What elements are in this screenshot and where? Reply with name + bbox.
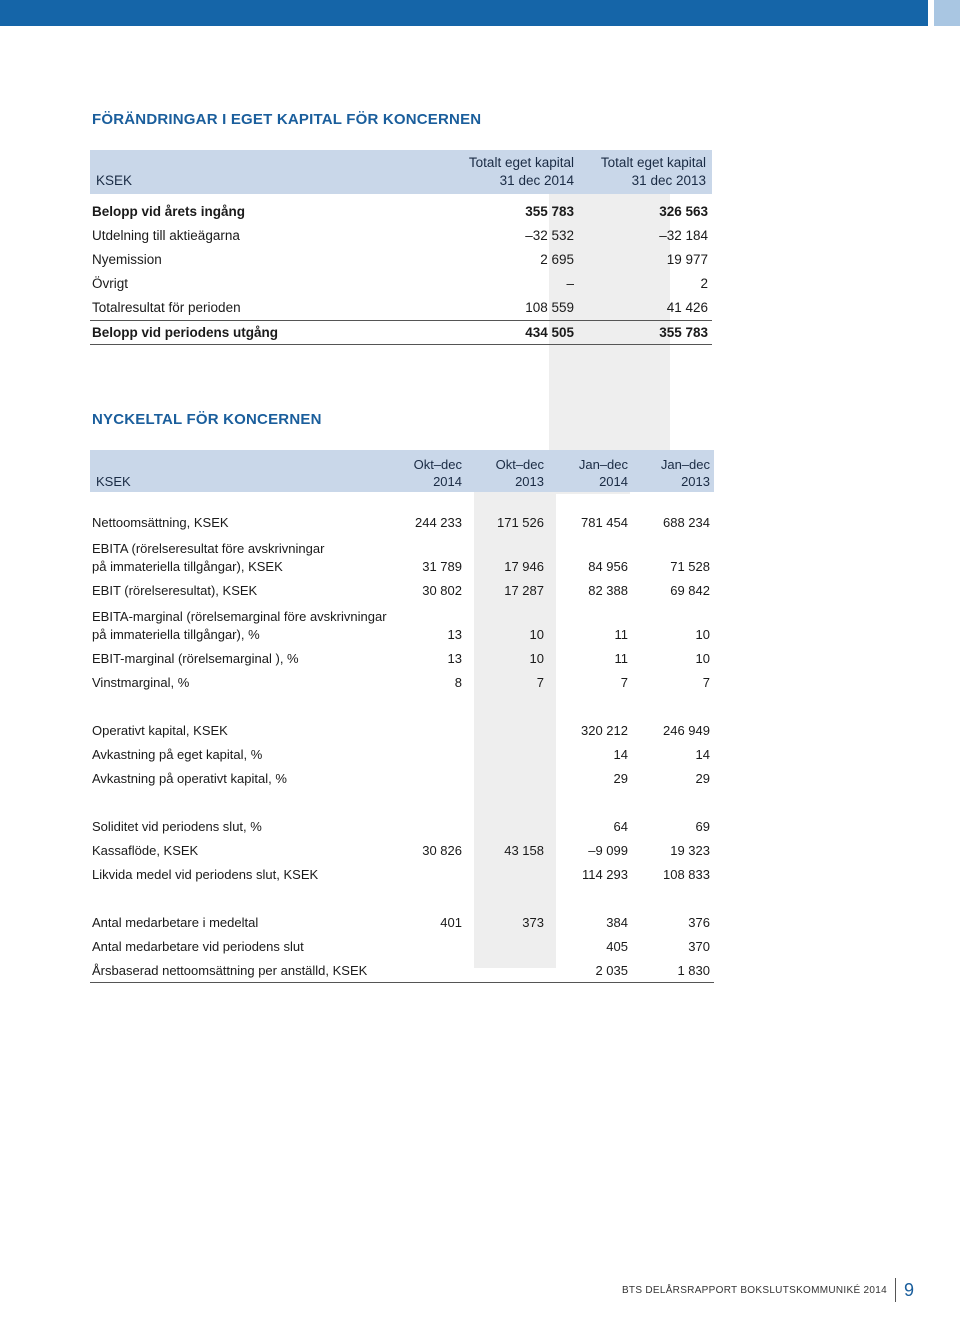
kpi-row <box>90 766 714 788</box>
row-label: Nyemission <box>92 252 162 267</box>
row-value: 688 234 <box>663 515 710 530</box>
kpi-col-header: Okt–dec 2013 <box>495 457 544 489</box>
kpi-group-rule <box>90 982 714 983</box>
row-label: Utdelning till aktieägarna <box>92 228 240 243</box>
row-value: 41 426 <box>666 300 708 315</box>
kpi-row <box>90 934 714 956</box>
row-label: Soliditet vid periodens slut, % <box>92 819 262 834</box>
kpi-col-header: Jan–dec 2013 <box>660 457 710 489</box>
kpi-row <box>90 718 714 740</box>
kpi-row <box>90 814 714 836</box>
kpi-row <box>90 604 714 644</box>
row-value: 30 802 <box>422 583 462 598</box>
row-value: – <box>566 276 574 291</box>
kpi-row <box>90 742 714 764</box>
row-value: 13 <box>447 627 462 642</box>
row-label: Nettoomsättning, KSEK <box>92 515 229 530</box>
row-value: 108 833 <box>663 867 710 882</box>
footer-separator <box>895 1278 896 1302</box>
kpi-section-title: NYCKELTAL FÖR KONCERNEN <box>92 411 322 428</box>
row-value: –9 099 <box>588 843 628 858</box>
row-label: Operativt kapital, KSEK <box>92 723 228 738</box>
row-label: Avkastning på operativt kapital, % <box>92 771 287 786</box>
equity-row <box>90 296 712 320</box>
row-label: Antal medarbetare vid periodens slut <box>92 939 304 954</box>
equity-section-title: FÖRÄNDRINGAR I EGET KAPITAL FÖR KONCERNEN <box>92 111 482 128</box>
row-label: Belopp vid periodens utgång <box>92 325 279 340</box>
equity-row <box>90 200 712 224</box>
row-value: 11 <box>614 627 628 642</box>
page-number: 9 <box>903 1279 914 1300</box>
kpi-table <box>90 450 714 978</box>
equity-row <box>90 321 712 345</box>
kpi-col-header: Okt–dec 2014 <box>413 457 462 489</box>
top-color-bar <box>0 0 928 26</box>
row-value: 376 <box>688 915 710 930</box>
kpi-row <box>90 958 714 980</box>
row-value: 326 563 <box>659 204 708 219</box>
equity-bottom-rule <box>90 344 712 345</box>
equity-unit-label: KSEK <box>96 173 133 188</box>
row-value: 108 559 <box>525 300 574 315</box>
row-value: 401 <box>440 915 462 930</box>
row-label: Kassaflöde, KSEK <box>92 843 199 858</box>
row-value: 29 <box>613 771 628 786</box>
row-value: 19 323 <box>670 843 710 858</box>
kpi-row <box>90 578 714 600</box>
row-value: 370 <box>688 939 710 954</box>
row-value: 31 789 <box>422 559 462 574</box>
row-label: Årsbaserad nettoomsättning per anställd, KSEK <box>92 963 368 978</box>
row-value: 14 <box>613 747 628 762</box>
row-value: 7 <box>536 675 544 690</box>
row-value: 11 <box>614 651 628 666</box>
row-value: 17 946 <box>504 559 544 574</box>
row-value: 434 505 <box>525 325 574 340</box>
equity-row <box>90 272 712 296</box>
equity-row <box>90 248 712 272</box>
row-value: 13 <box>447 651 462 666</box>
row-value: 171 526 <box>497 515 544 530</box>
row-value: 82 388 <box>588 583 628 598</box>
row-label: Avkastning på eget kapital, % <box>92 747 263 762</box>
row-value: 2 <box>700 276 708 291</box>
row-label: Totalresultat för perioden <box>92 300 241 315</box>
row-label: EBIT (rörelseresultat), KSEK <box>92 583 258 598</box>
equity-col1-header: Totalt eget kapital 31 dec 2014 <box>468 155 574 188</box>
row-label: Övrigt <box>92 276 129 291</box>
row-value: 69 <box>695 819 710 834</box>
row-value: 71 528 <box>670 559 710 574</box>
kpi-col-header: Jan–dec 2014 <box>578 457 628 489</box>
row-value: 2 035 <box>595 963 628 978</box>
kpi-row <box>90 862 714 884</box>
row-value: –32 532 <box>525 228 574 243</box>
row-value: 64 <box>613 819 628 834</box>
row-value: 320 212 <box>581 723 628 738</box>
row-value: 8 <box>454 675 462 690</box>
kpi-row <box>90 510 714 532</box>
row-label: Antal medarbetare i medeltal <box>92 915 259 930</box>
row-value: 30 826 <box>422 843 462 858</box>
row-label: EBITA (rörelseresultat före avskrivningar på immateriella tillgångar), KSEK <box>92 541 325 574</box>
row-value: 405 <box>606 939 628 954</box>
kpi-row <box>90 670 714 692</box>
row-value: 69 842 <box>670 583 710 598</box>
kpi-row <box>90 838 714 860</box>
row-value: 29 <box>695 771 710 786</box>
row-value: 10 <box>529 651 544 666</box>
row-value: 17 287 <box>504 583 544 598</box>
row-label: Belopp vid årets ingång <box>92 204 246 219</box>
row-value: 2 695 <box>540 252 574 267</box>
row-label: EBITA-marginal (rörelsemarginal före avskrivningar på immateriella tillgångar), % <box>92 609 387 642</box>
kpi-row <box>90 536 714 576</box>
row-label: Vinstmarginal, % <box>92 675 190 690</box>
row-value: 244 233 <box>415 515 462 530</box>
row-value: 781 454 <box>581 515 628 530</box>
row-label: EBIT-marginal (rörelsemarginal ), % <box>92 651 299 666</box>
row-value: 84 956 <box>588 559 628 574</box>
row-value: 1 830 <box>677 963 710 978</box>
equity-row <box>90 224 712 248</box>
footer-text: BTS DELÅRSRAPPORT BOKSLUTSKOMMUNIKÉ 2014 <box>621 1284 887 1296</box>
row-value: 10 <box>529 627 544 642</box>
row-value: 7 <box>702 675 710 690</box>
top-color-tab <box>934 0 960 26</box>
row-value: 355 783 <box>525 204 574 219</box>
row-value: 373 <box>522 915 544 930</box>
row-value: 19 977 <box>666 252 708 267</box>
row-value: 43 158 <box>504 843 544 858</box>
kpi-row <box>90 646 714 668</box>
row-value: 14 <box>695 747 710 762</box>
row-value: 355 783 <box>659 325 708 340</box>
kpi-row <box>90 910 714 932</box>
row-label: Likvida medel vid periodens slut, KSEK <box>92 867 319 882</box>
row-value: 384 <box>606 915 628 930</box>
kpi-unit-label: KSEK <box>96 474 131 489</box>
equity-col2-header: Totalt eget kapital 31 dec 2013 <box>600 155 706 188</box>
row-value: 10 <box>695 651 710 666</box>
row-value: 114 293 <box>581 867 628 882</box>
page-footer <box>622 1278 914 1302</box>
row-value: 7 <box>620 675 628 690</box>
row-value: –32 184 <box>659 228 708 243</box>
row-value: 246 949 <box>663 723 710 738</box>
row-value: 10 <box>695 627 710 642</box>
